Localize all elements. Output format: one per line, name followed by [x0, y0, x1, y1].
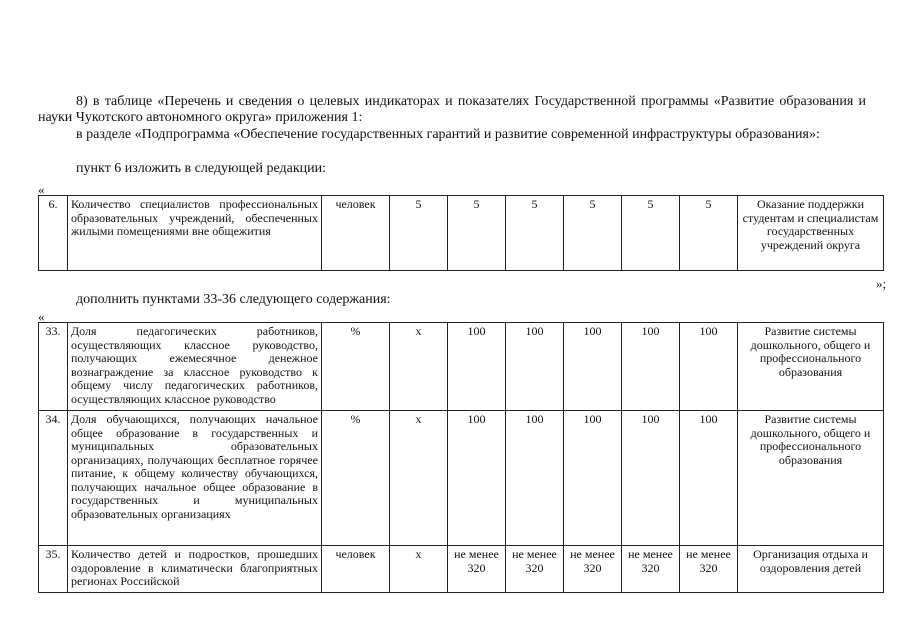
note-cell: Развитие системы дошкольного, общего и профессионального образования	[738, 323, 884, 411]
value-cell: не менее 320	[448, 546, 506, 593]
paragraph-item-8: 8) в таблице «Перечень и сведения о целевых индикаторах и показателях Государственной программы «Развитие образования и науки Чукотского автономного округа» приложения 1:	[38, 94, 866, 125]
value-cell: 100	[680, 323, 738, 411]
paragraph-section: в разделе «Подпрограмма «Обеспечение государственных гарантий и развитие современной инфраструктуры образования»:	[76, 127, 820, 142]
value-cell: 100	[622, 411, 680, 546]
table-row	[39, 323, 884, 411]
indicator-name: Количество специалистов профессиональных образовательных учреждений, обеспеченных жилыми помещениями вне общежития	[68, 196, 322, 271]
indicator-name: Доля обучающихся, получающих начальное общее образование в государственных и муниципальных образовательных организациях, получающих бесплатное горячее питание, к общему количеству обучающихся, получающих начальное общее образование в государственных и муниципальных образовательных организациях	[68, 411, 322, 546]
unit-cell: %	[322, 323, 390, 411]
value-cell: не менее 320	[680, 546, 738, 593]
unit-cell: человек	[322, 196, 390, 271]
row-number: 6.	[39, 196, 68, 271]
indicator-table-1	[38, 195, 884, 271]
value-cell: не менее 320	[506, 546, 564, 593]
table-row	[39, 546, 884, 593]
paragraph-add-points: дополнить пунктами 33-36 следующего содержания:	[76, 292, 391, 307]
open-quote-1: «	[38, 182, 45, 197]
value-cell: 100	[448, 411, 506, 546]
unit-cell: %	[322, 411, 390, 546]
base-value: 5	[390, 196, 448, 271]
indicator-name: Количество детей и подростков, прошедших оздоровление в климатически благоприятных регионах Российской	[68, 546, 322, 593]
value-cell: 5	[622, 196, 680, 271]
close-quote-1: »;	[876, 276, 887, 291]
note-cell: Оказание поддержки студентам и специалистам государственных учреждений округа	[738, 196, 884, 271]
value-cell: 100	[680, 411, 738, 546]
indicator-name: Доля педагогических работников, осуществляющих классное руководство, получающих ежемесячное денежное вознаграждение за классное руководство к общему числу педагогических работников, осуществляющих классное руководство	[68, 323, 322, 411]
indicator-table-2	[38, 322, 884, 593]
value-cell: 100	[564, 411, 622, 546]
unit-cell: человек	[322, 546, 390, 593]
row-number: 33.	[39, 323, 68, 411]
row-number: 34.	[39, 411, 68, 546]
open-quote-2: «	[38, 309, 45, 324]
table-row	[39, 411, 884, 546]
value-cell: 5	[680, 196, 738, 271]
note-cell: Развитие системы дошкольного, общего и профессионального образования	[738, 411, 884, 546]
value-cell: 100	[448, 323, 506, 411]
base-value: x	[390, 411, 448, 546]
value-cell: не менее 320	[622, 546, 680, 593]
note-cell: Организация отдыха и оздоровления детей	[738, 546, 884, 593]
value-cell: 100	[622, 323, 680, 411]
value-cell: не менее 320	[564, 546, 622, 593]
table-row	[39, 196, 884, 271]
paragraph-point-6: пункт 6 изложить в следующей редакции:	[76, 161, 326, 176]
row-number: 35.	[39, 546, 68, 593]
value-cell: 100	[506, 323, 564, 411]
value-cell: 100	[564, 323, 622, 411]
base-value: x	[390, 546, 448, 593]
value-cell: 5	[448, 196, 506, 271]
value-cell: 5	[564, 196, 622, 271]
base-value: x	[390, 323, 448, 411]
value-cell: 5	[506, 196, 564, 271]
value-cell: 100	[506, 411, 564, 546]
